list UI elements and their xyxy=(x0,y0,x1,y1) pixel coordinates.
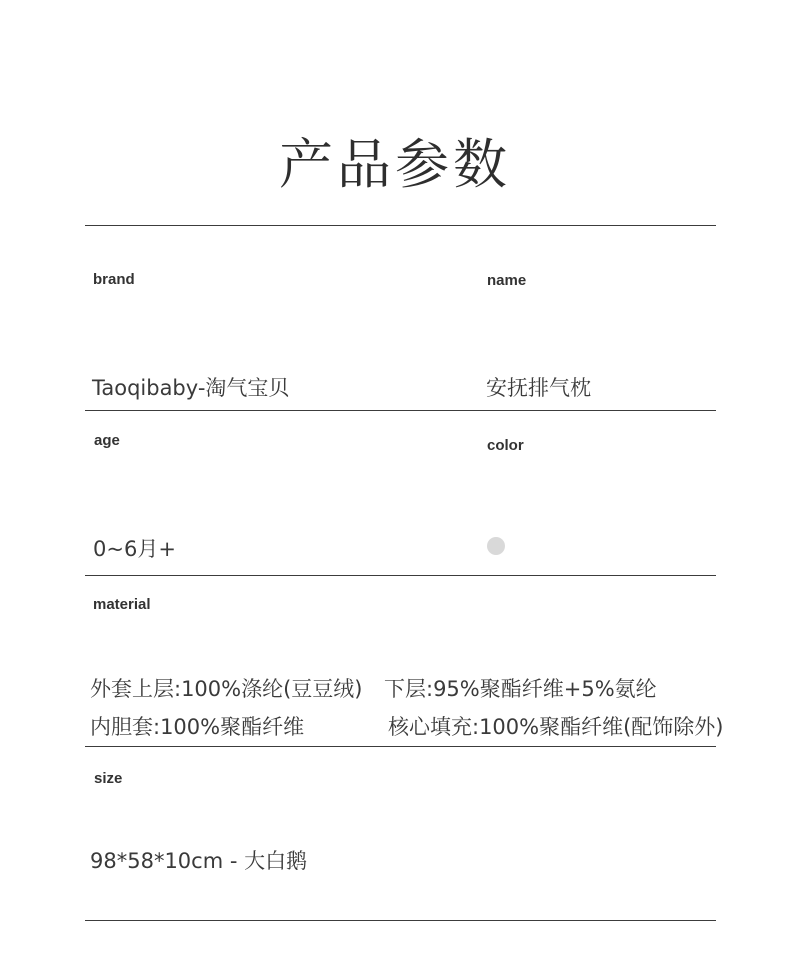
divider xyxy=(85,225,716,226)
material-outer-top: 外套上层:100%涤纶(豆豆绒) xyxy=(90,677,363,701)
divider xyxy=(85,575,716,576)
material-inner: 内胆套:100%聚酯纤维 xyxy=(90,715,305,739)
material-label: material xyxy=(93,596,151,613)
color-label: color xyxy=(487,437,524,454)
age-value: 0~6月+ xyxy=(93,537,176,561)
material-core: 核心填充:100%聚酯纤维(配饰除外) xyxy=(388,715,724,739)
divider xyxy=(85,746,716,747)
material-outer-bottom: 下层:95%聚酯纤维+5%氨纶 xyxy=(384,677,657,701)
size-value: 98*58*10cm - 大白鹅 xyxy=(90,849,308,873)
name-label: name xyxy=(487,272,527,289)
size-label: size xyxy=(94,770,123,787)
age-label: age xyxy=(94,432,120,449)
divider xyxy=(85,920,716,921)
brand-label: brand xyxy=(93,271,135,288)
page-title: 产品参数 xyxy=(279,133,511,196)
divider xyxy=(85,410,716,411)
name-value: 安抚排气枕 xyxy=(486,376,591,400)
color-swatch xyxy=(487,537,505,555)
brand-value: Taoqibaby-淘气宝贝 xyxy=(92,376,290,400)
